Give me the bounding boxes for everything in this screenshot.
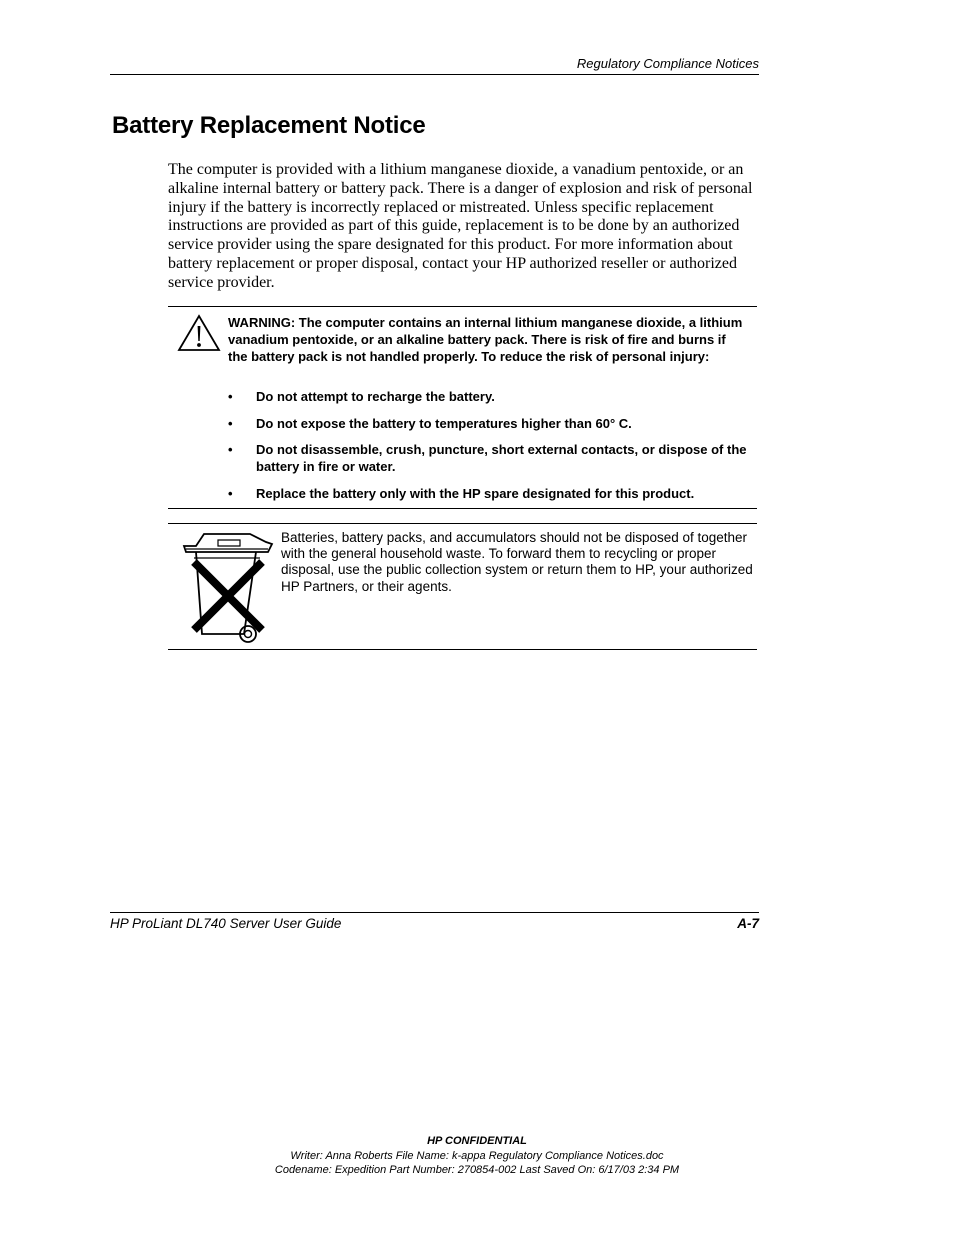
- running-footer: [110, 912, 759, 937]
- warning-list-item: • Do not attempt to recharge the battery.: [228, 389, 495, 404]
- page-title: Battery Replacement Notice: [112, 112, 426, 139]
- confidential-title: HP CONFIDENTIAL: [427, 1135, 527, 1147]
- warning-list: [228, 388, 753, 511]
- warning-list-item: • Do not disassemble, crush, puncture, short external contacts, or dispose of the battery in fire or water.: [228, 442, 747, 474]
- warning-triangle-icon: [177, 314, 221, 352]
- warning-box: [168, 306, 757, 509]
- crossed-out-wheelie-bin-icon: [182, 530, 274, 644]
- running-header: [110, 54, 759, 75]
- warning-text: WARNING: The computer contains an internal lithium manganese dioxide, a lithium vanadium pentoxide, or an alkaline battery pack. There is risk of fire and burns if the battery pack is not handled properly. To reduce the risk of personal injury:: [228, 315, 743, 364]
- guide-title: HP ProLiant DL740 Server User Guide: [110, 916, 342, 931]
- intro-paragraph: The computer is provided with a lithium manganese dioxide, a vanadium pentoxide, or an alkaline internal battery or battery pack. There is a danger of explosion and risk of personal injury if the battery is incorrectly replaced or mistreated. Unless specific replacement instructions are provided as part of this guide, replacement is to be done by an authorized service provider using the spare designated for this product. For more information about battery replacement or proper disposal, contact your HP authorized reseller or authorized service provider.: [168, 161, 753, 291]
- recycling-text: Batteries, battery packs, and accumulators should not be disposed of together with the general household waste. To forward them to recycling or proper disposal, use the public collection system or return them to HP, your authorized HP Partners, or their agents.: [281, 530, 753, 594]
- warning-list-item: • Do not expose the battery to temperatures higher than 60° C.: [228, 415, 632, 431]
- confidential-writer-line: Writer: Anna Roberts File Name: k-appa Regulatory Compliance Notices.doc: [290, 1149, 664, 1162]
- confidential-codename-line: Codename: Expedition Part Number: 270854-002 Last Saved On: 6/17/03 2:34 PM: [274, 1164, 680, 1176]
- page-number: A-7: [737, 916, 759, 931]
- section-title: Regulatory Compliance Notices: [576, 56, 759, 71]
- confidential-block: [0, 1134, 954, 1178]
- warning-list-item: • Replace the battery only with the HP spare designated for this product.: [228, 485, 695, 501]
- recycling-notice: [168, 523, 757, 650]
